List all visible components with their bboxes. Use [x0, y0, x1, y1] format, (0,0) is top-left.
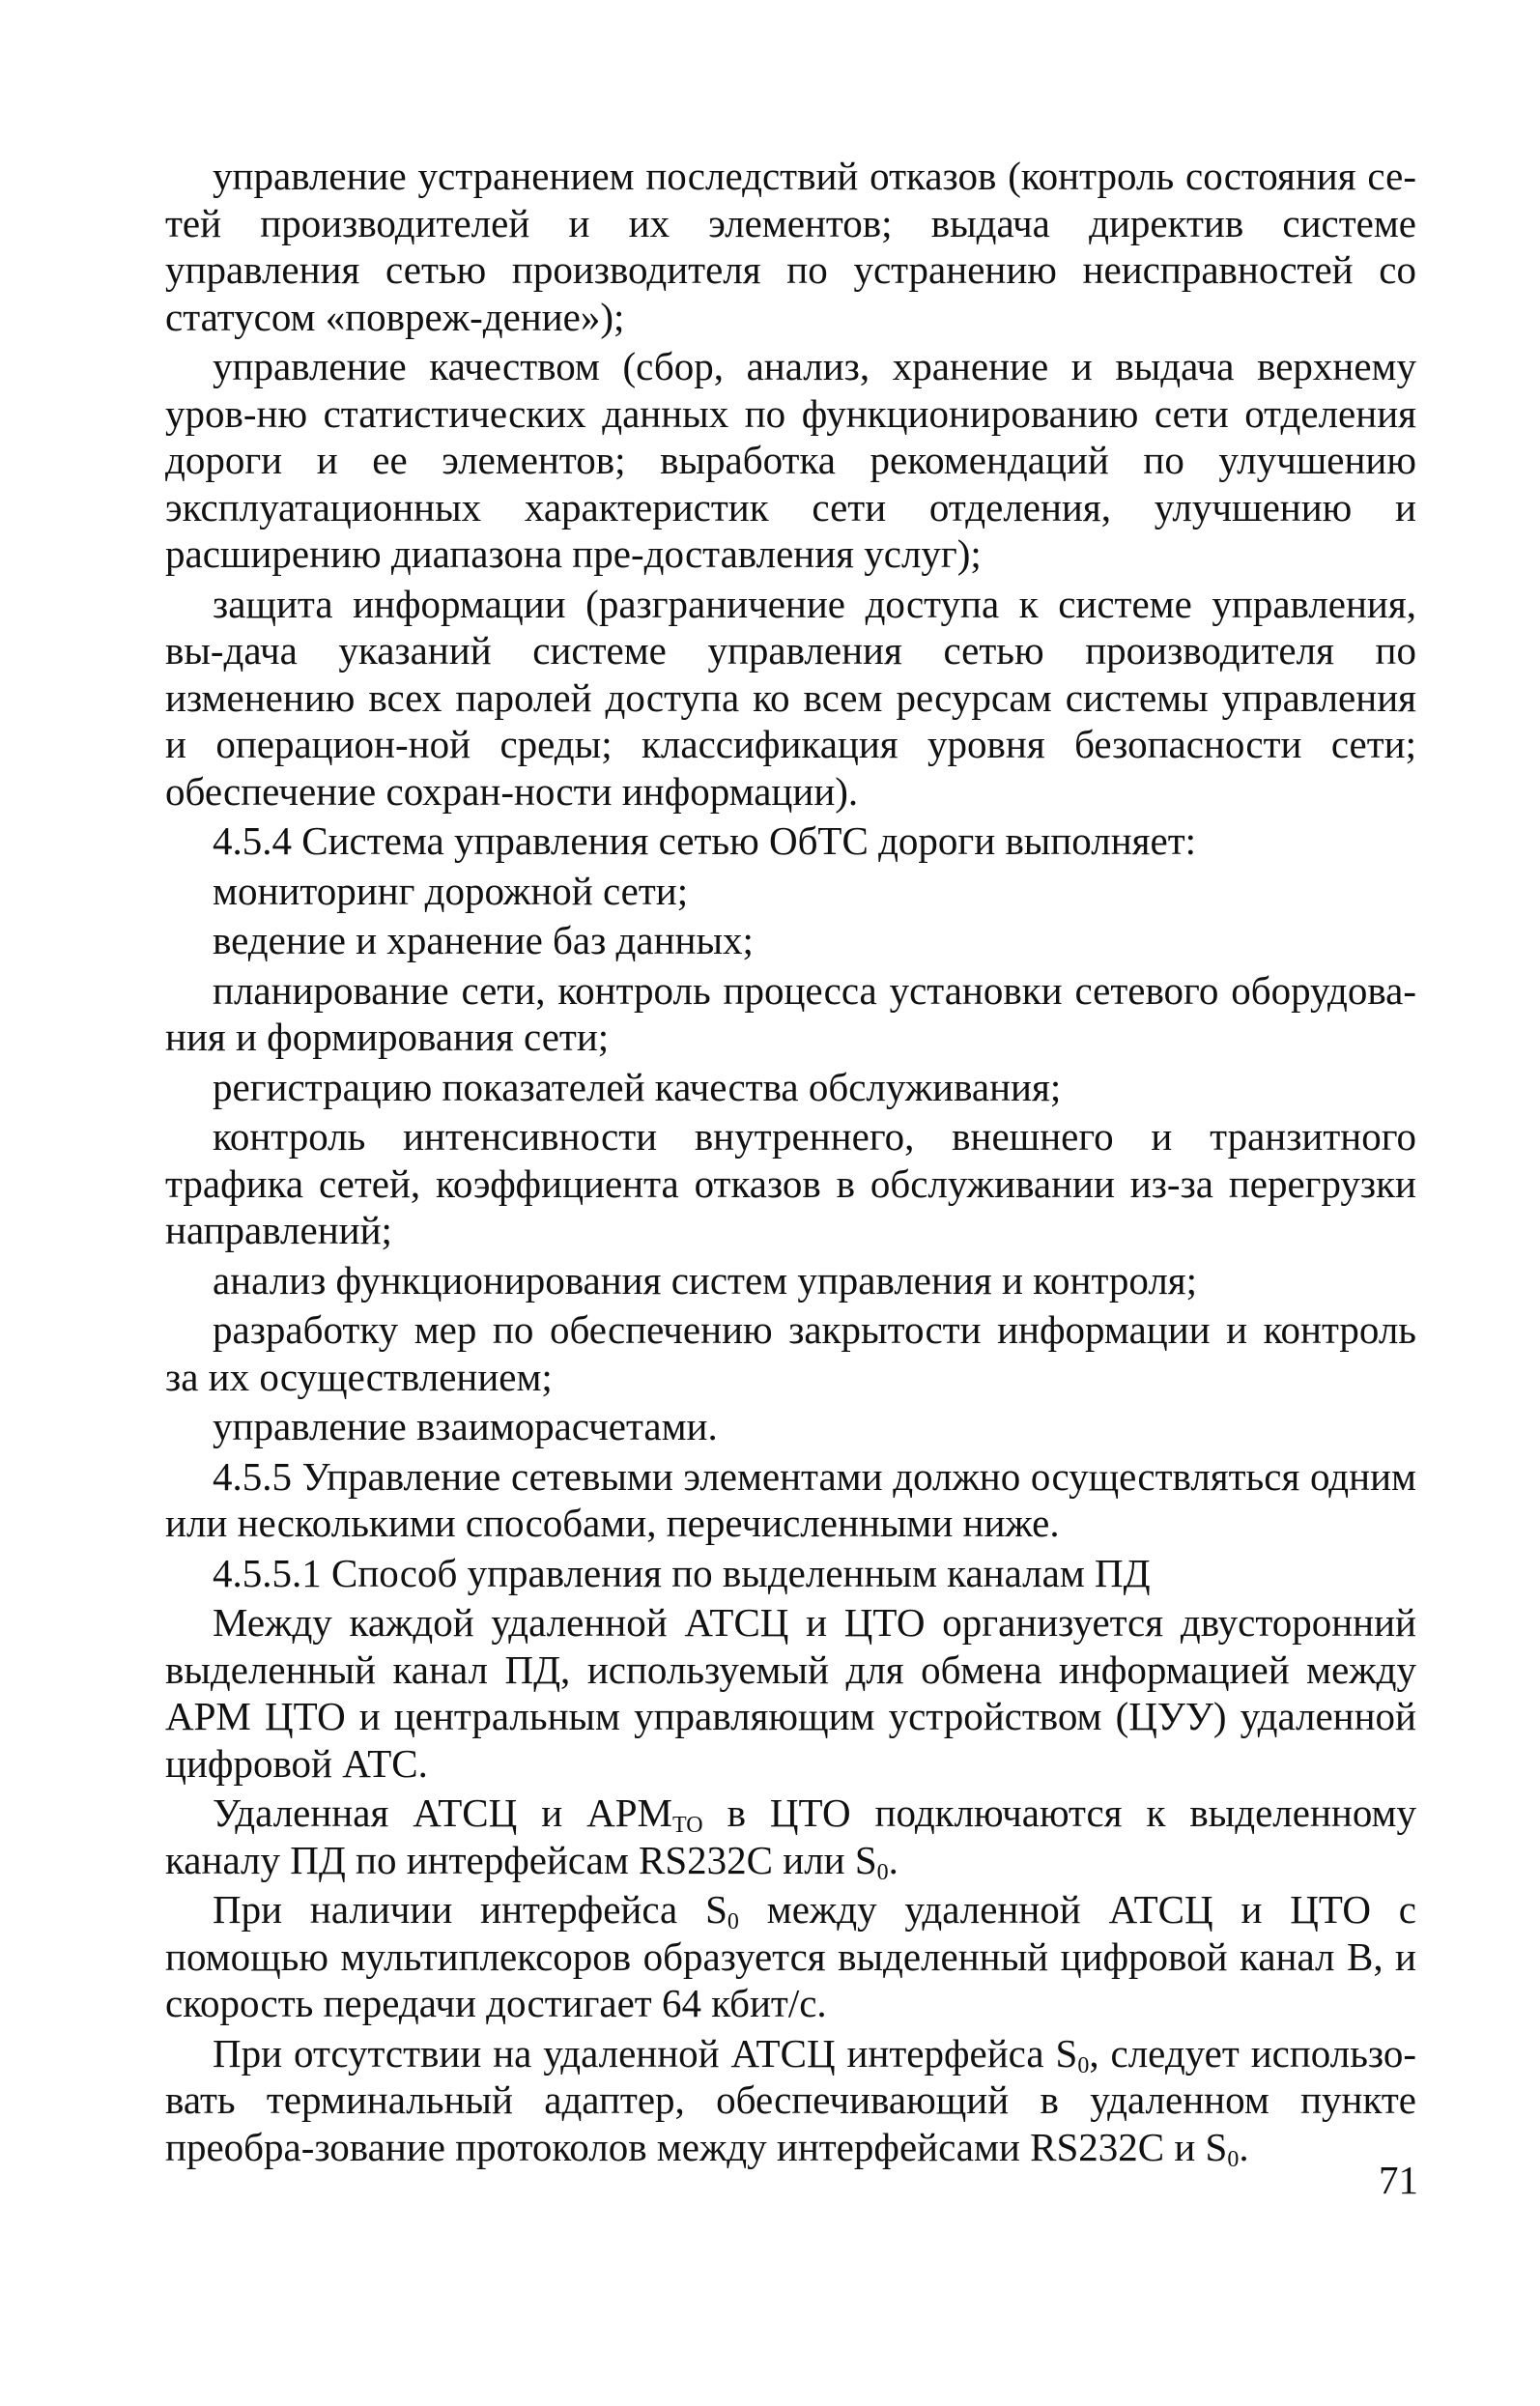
text-run: между удаленной АТСЦ и ЦТО с помощью мультиплексоров образуется выделенный цифровой канал В, и скорость передачи достигает 64 кбит/с.	[165, 1887, 1417, 2025]
text-run: .	[1239, 2124, 1249, 2169]
page-body	[165, 153, 1416, 2173]
list-item-quality-registration: регистрацию показателей качества обслуживания;	[213, 1064, 1062, 1109]
list-item-monitoring: мониторинг дорожной сети;	[213, 868, 689, 913]
paragraph-terminal-adapter	[165, 2030, 1416, 2171]
paragraph-quality-management: управление качеством (сбор, анализ, хранение и выдача верхнему уров-ню статистических данных по функционированию сети отделения дороги и ее элементов; выработка рекомендаций по улучшению эксплуатационных характеристик сети отделения, улучшению и расширению диапазона пре-доставления услуг);	[165, 344, 1416, 576]
list-item-settlements: управление взаиморасчетами.	[213, 1404, 718, 1448]
heading-4-5-5: 4.5.5 Управление сетевыми элементами должно осуществляться одним или несколькими способами, перечисленными ниже.	[165, 1453, 1416, 1545]
subscript: 0	[1077, 2052, 1090, 2078]
list-item-confidentiality: разработку мер по обеспечению закрытости информации и контроль за их осуществлением;	[165, 1307, 1416, 1399]
subscript: 0	[876, 1859, 889, 1885]
subscript: 0	[1227, 2146, 1240, 2172]
list-item-systems-analysis: анализ функционирования систем управления и контроля;	[213, 1257, 1198, 1303]
text-run: .	[888, 1837, 898, 1882]
paragraph-information-protection: защита информации (разграничение доступа к системе управления, вы-дача указаний системе управления сетью производителя по изменению всех паролей доступа ко всем ресурсам системы управления и операцион-ной среды; классификация уровня безопасности сети; обеспечение сохран-ности информации).	[165, 581, 1416, 814]
heading-4-5-5-1: 4.5.5.1 Способ управления по выделенным каналам ПД	[213, 1550, 1151, 1595]
paragraph-dedicated-channel: Между каждой удаленной АТСЦ и ЦТО организуется двусторонний выделенный канал ПД, используемый для обмена информацией между АРМ ЦТО и центральным управляющим устройством (ЦУУ) удаленной цифровой АТС.	[165, 1600, 1416, 1786]
text-run: , следует использо-вать терминальный адаптер, обеспечивающий в удаленном пункте преобра-зование протоколов между интерфейсами RS232C и S	[165, 2030, 1416, 2169]
text-run: При отсутствии на удаленной АТСЦ интерфейса S	[213, 2030, 1078, 2076]
list-item-databases: ведение и хранение баз данных;	[213, 918, 754, 962]
paragraph-interfaces	[165, 1790, 1416, 1883]
text-run: Удаленная АТСЦ и АРМ	[213, 1790, 672, 1835]
paragraph-s0-interface	[165, 1886, 1416, 2027]
text-run: в ЦТО подключаются к выделенному каналу ПД по интерфейсам RS232C или S	[165, 1790, 1416, 1882]
subscript: ТО	[671, 1813, 703, 1838]
paragraph-fault-management: управление устранением последствий отказов (контроль состояния се-тей производителей и их элементов; выдача директив системе управления сетью производителя по устранению неисправностей со статусом «повреж-дение»);	[165, 154, 1416, 339]
text-run: При наличии интерфейса S	[213, 1887, 727, 1932]
list-item-traffic-control: контроль интенсивности внутреннего, внешнего и транзитного трафика сетей, коэффициента отказов в обслуживании из-за перегрузки направлений;	[165, 1114, 1416, 1252]
list-item-network-planning: планирование сети, контроль процесса установки сетевого оборудова-ния и формирования сети;	[165, 967, 1416, 1059]
heading-4-5-4: 4.5.4 Система управления сетью ОбТС дороги выполняет:	[213, 818, 1197, 863]
subscript: 0	[727, 1909, 739, 1934]
page-number: 71	[1379, 2158, 1418, 2202]
